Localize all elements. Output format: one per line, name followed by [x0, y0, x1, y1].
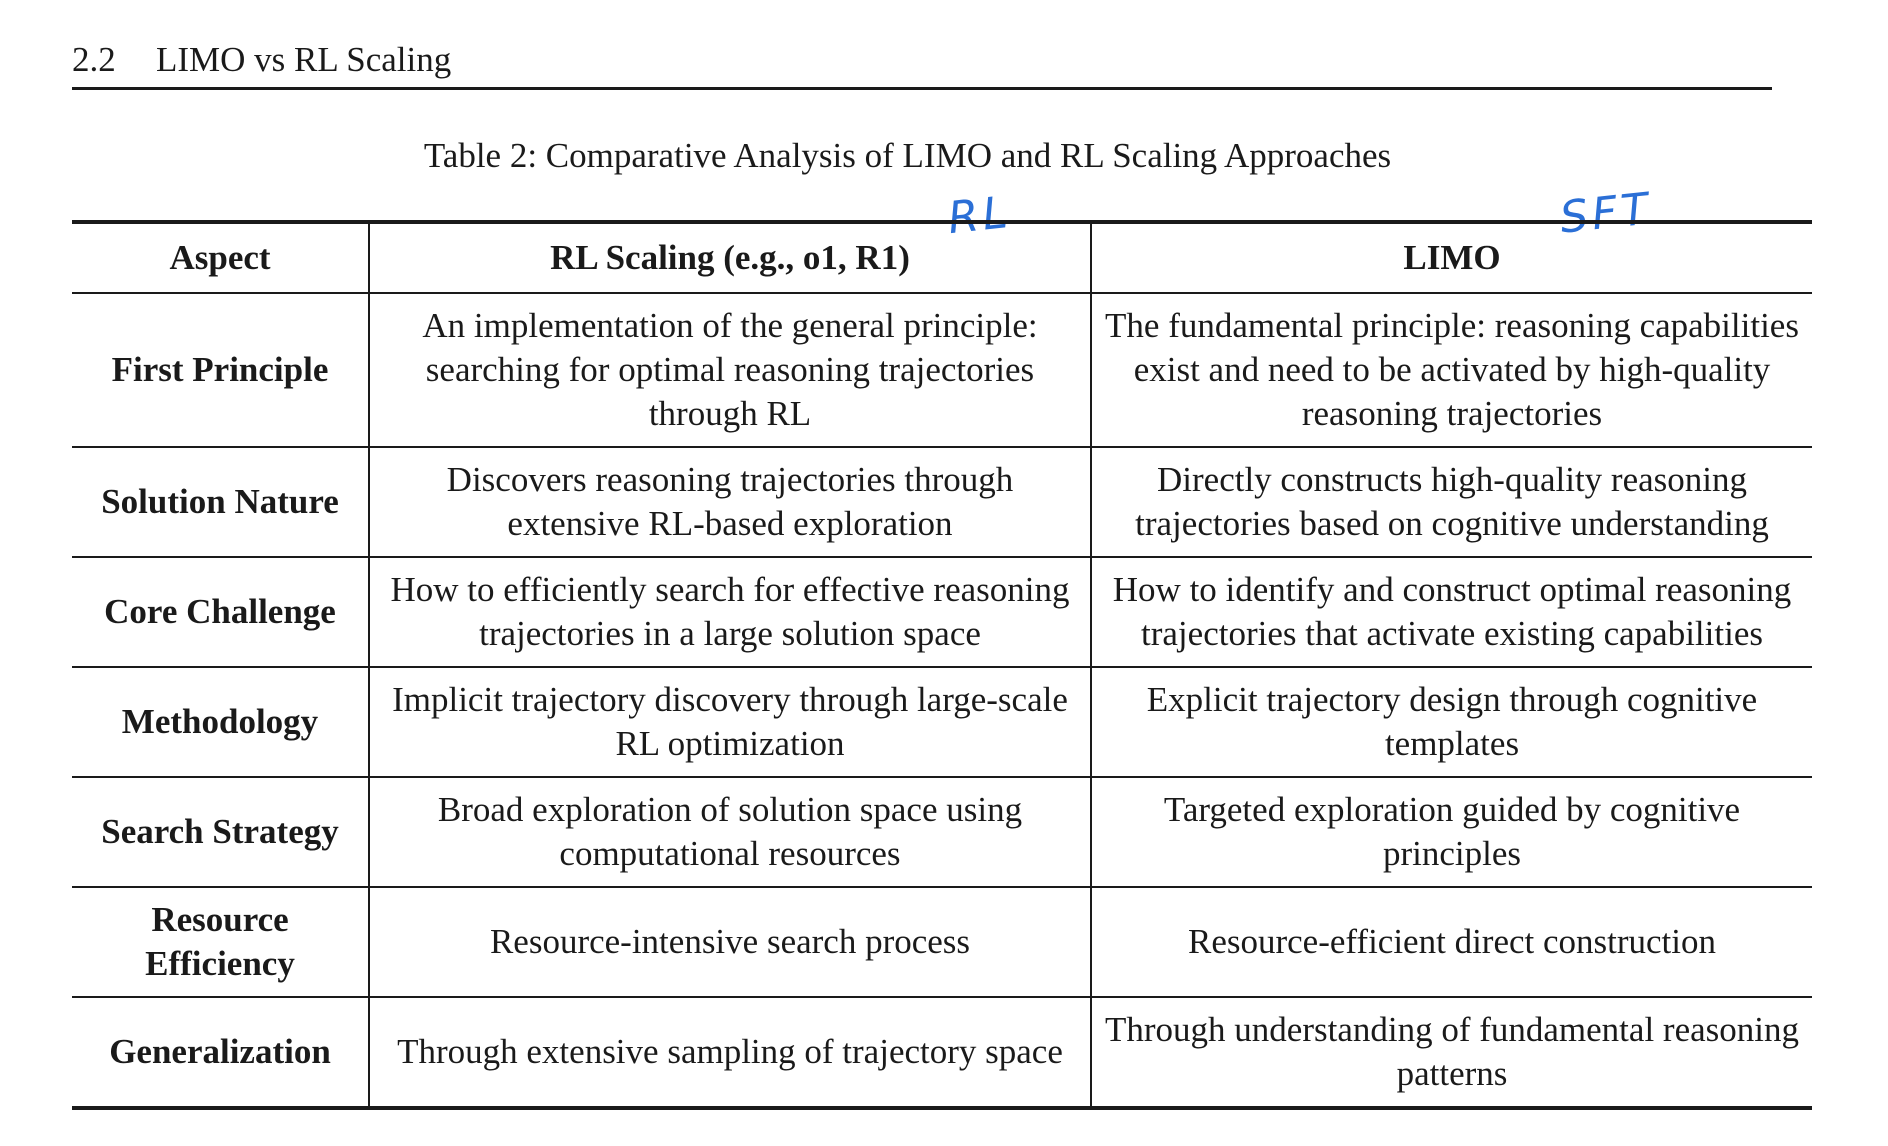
- limo-cell: The fundamental principle: reasoning capabilities exist and need to be activated by high-quality reasoning trajectories: [1091, 293, 1812, 447]
- table-row: [72, 667, 1812, 777]
- section-title: LIMO vs RL Scaling: [156, 40, 452, 79]
- rl-cell: Discovers reasoning trajectories through extensive RL-based exploration: [369, 447, 1091, 557]
- rl-cell: An implementation of the general principle: searching for optimal reasoning trajectories through RL: [369, 293, 1091, 447]
- limo-cell: Directly constructs high-quality reasoning trajectories based on cognitive understanding: [1091, 447, 1812, 557]
- table-row: [72, 777, 1812, 887]
- limo-cell: How to identify and construct optimal reasoning trajectories that activate existing capabilities: [1091, 557, 1812, 667]
- table-header-row: [72, 222, 1812, 293]
- section-number: 2.2: [72, 40, 116, 79]
- handwritten-annotation-sft: SFT: [1557, 183, 1655, 244]
- aspect-cell: Generalization: [72, 997, 369, 1108]
- aspect-cell: Methodology: [72, 667, 369, 777]
- aspect-cell: Solution Nature: [72, 447, 369, 557]
- section-heading: [72, 40, 1772, 90]
- header-rl-scaling: RL Scaling (e.g., o1, R1): [369, 222, 1091, 293]
- aspect-cell: Core Challenge: [72, 557, 369, 667]
- header-limo: LIMO: [1091, 222, 1812, 293]
- aspect-cell: First Principle: [72, 293, 369, 447]
- table-row: [72, 447, 1812, 557]
- table-row: [72, 997, 1812, 1108]
- aspect-cell: Search Strategy: [72, 777, 369, 887]
- limo-cell: Explicit trajectory design through cognitive templates: [1091, 667, 1812, 777]
- comparison-table: [72, 220, 1812, 1110]
- rl-cell: Implicit trajectory discovery through large-scale RL optimization: [369, 667, 1091, 777]
- table-caption: Table 2: Comparative Analysis of LIMO and RL Scaling Approaches: [423, 136, 1392, 175]
- rl-cell: Broad exploration of solution space using computational resources: [369, 777, 1091, 887]
- limo-cell: Targeted exploration guided by cognitive principles: [1091, 777, 1812, 887]
- table-row: [72, 557, 1812, 667]
- rl-cell: How to efficiently search for effective reasoning trajectories in a large solution space: [369, 557, 1091, 667]
- handwritten-annotation-rl: RL: [945, 186, 1014, 245]
- aspect-cell: Resource Efficiency: [72, 887, 369, 997]
- limo-cell: Through understanding of fundamental reasoning patterns: [1105, 1010, 1799, 1093]
- rl-cell: Resource-intensive search process: [369, 887, 1091, 997]
- rl-cell: Through extensive sampling of trajectory space: [369, 997, 1091, 1108]
- table-row: [72, 887, 1812, 997]
- limo-cell: Resource-efficient direct construction: [1091, 887, 1812, 997]
- table-row: [72, 293, 1812, 447]
- header-aspect: Aspect: [72, 222, 369, 293]
